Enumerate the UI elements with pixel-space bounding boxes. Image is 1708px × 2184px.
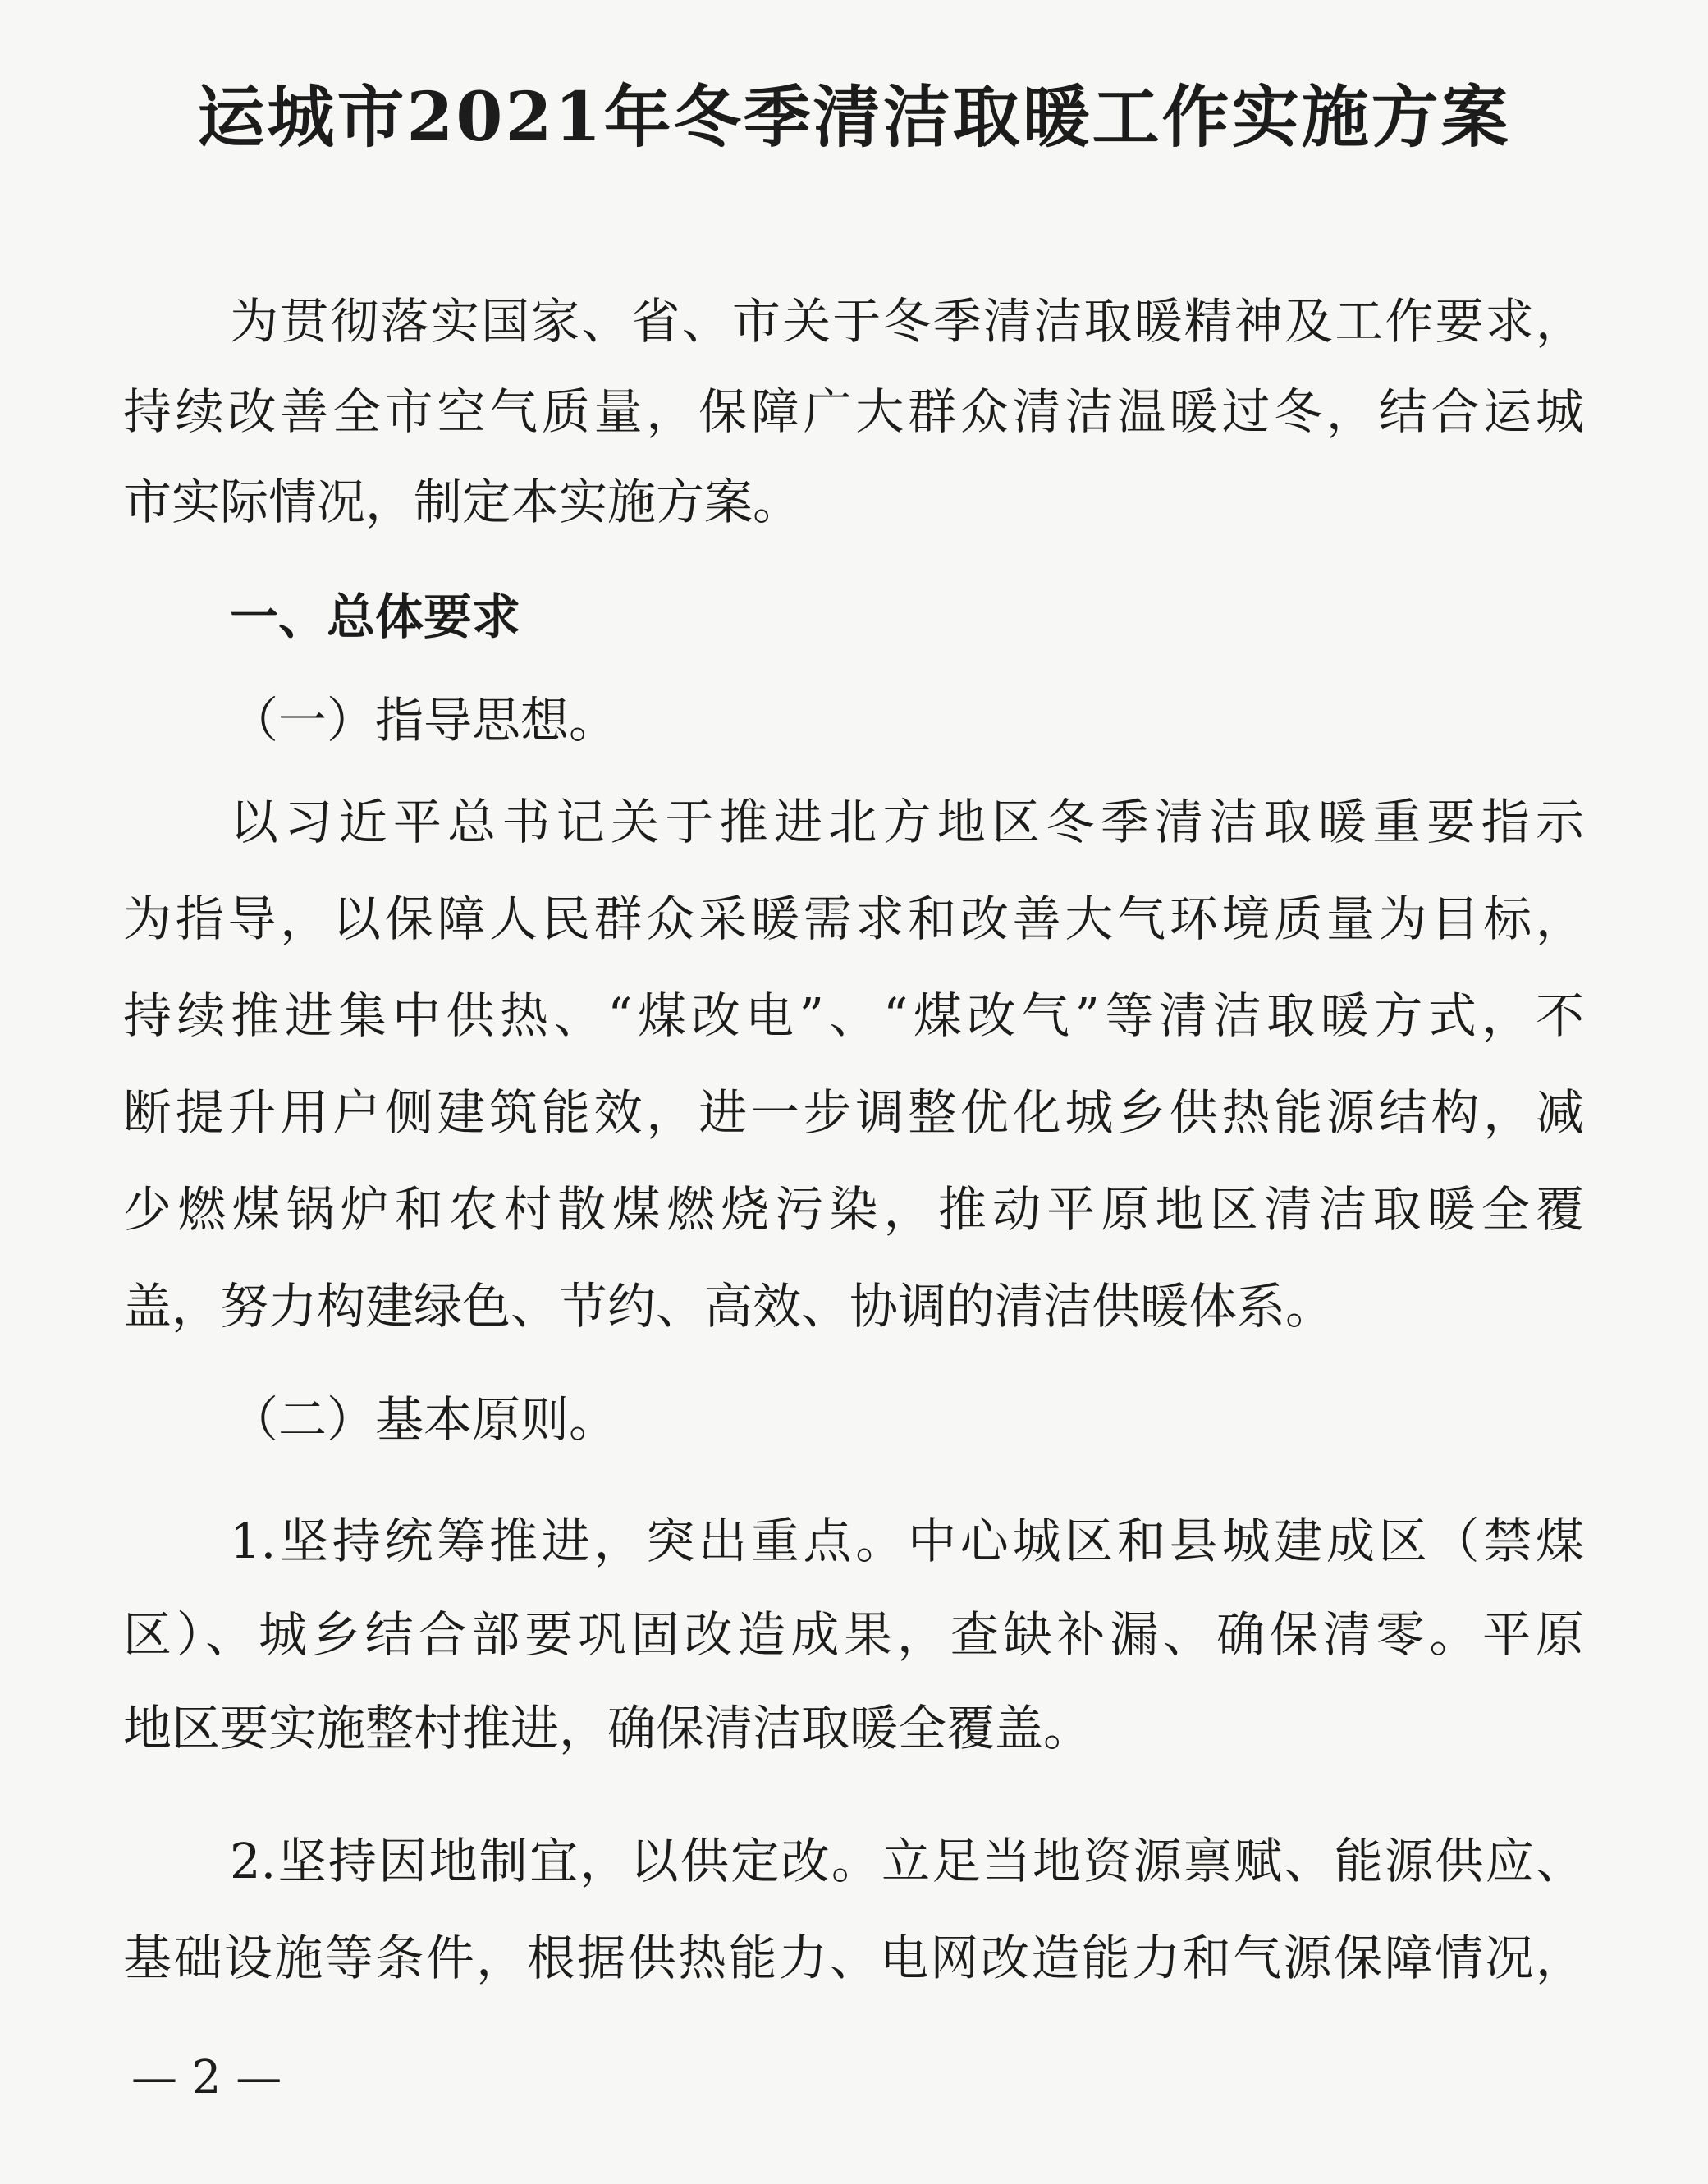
intro-line-2: 持续改善全市空气质量，保障广大群众清洁温暖过冬，结合运城	[123, 383, 1584, 440]
page-number: — 2 —	[131, 2051, 282, 2104]
guiding-ideology-line-6: 盖，努力构建绿色、节约、高效、协调的清洁供暖体系。	[123, 1278, 1335, 1335]
intro-line-1: 为贯彻落实国家、省、市关于冬季清洁取暖精神及工作要求，	[230, 293, 1584, 350]
guiding-ideology-line-1: 以习近平总书记关于推进北方地区冬季清洁取暖重要指示	[230, 794, 1584, 850]
guiding-ideology-line-3: 持续推进集中供热、“煤改电”、“煤改气”等清洁取暖方式，不	[123, 987, 1584, 1044]
principle-2-line-2: 基础设施等条件，根据供热能力、电网改造能力和气源保障情况，	[123, 1930, 1584, 1986]
principle-1-line-2: 区）、城乡结合部要巩固改造成果，查缺补漏、确保清零。平原	[123, 1606, 1584, 1663]
guiding-ideology-line-2: 为指导，以保障人民群众采暖需求和改善大气环境质量为目标，	[123, 891, 1584, 947]
principle-1-line-3: 地区要实施整村推进，确保清洁取暖全覆盖。	[123, 1700, 1092, 1756]
intro-line-3: 市实际情况，制定本实施方案。	[123, 474, 802, 530]
guiding-ideology-line-4: 断提升用户侧建筑能效，进一步调整优化城乡供热能源结构，减	[123, 1084, 1584, 1141]
principle-2-line-1: 2.坚持因地制宜，以供定改。立足当地资源禀赋、能源供应、	[230, 1833, 1584, 1889]
subheading-guiding-ideology: （一）指导思想。	[230, 692, 618, 749]
document-title: 运城市2021年冬季清洁取暖工作实施方案	[197, 78, 1511, 157]
guiding-ideology-line-5: 少燃煤锅炉和农村散煤燃烧污染，推动平原地区清洁取暖全覆	[123, 1181, 1584, 1238]
section-heading-overall-requirements: 一、总体要求	[230, 588, 521, 645]
principle-1-line-1: 1.坚持统筹推进，突出重点。中心城区和县城建成区（禁煤	[230, 1513, 1584, 1569]
subheading-basic-principles: （二）基本原则。	[230, 1391, 618, 1448]
